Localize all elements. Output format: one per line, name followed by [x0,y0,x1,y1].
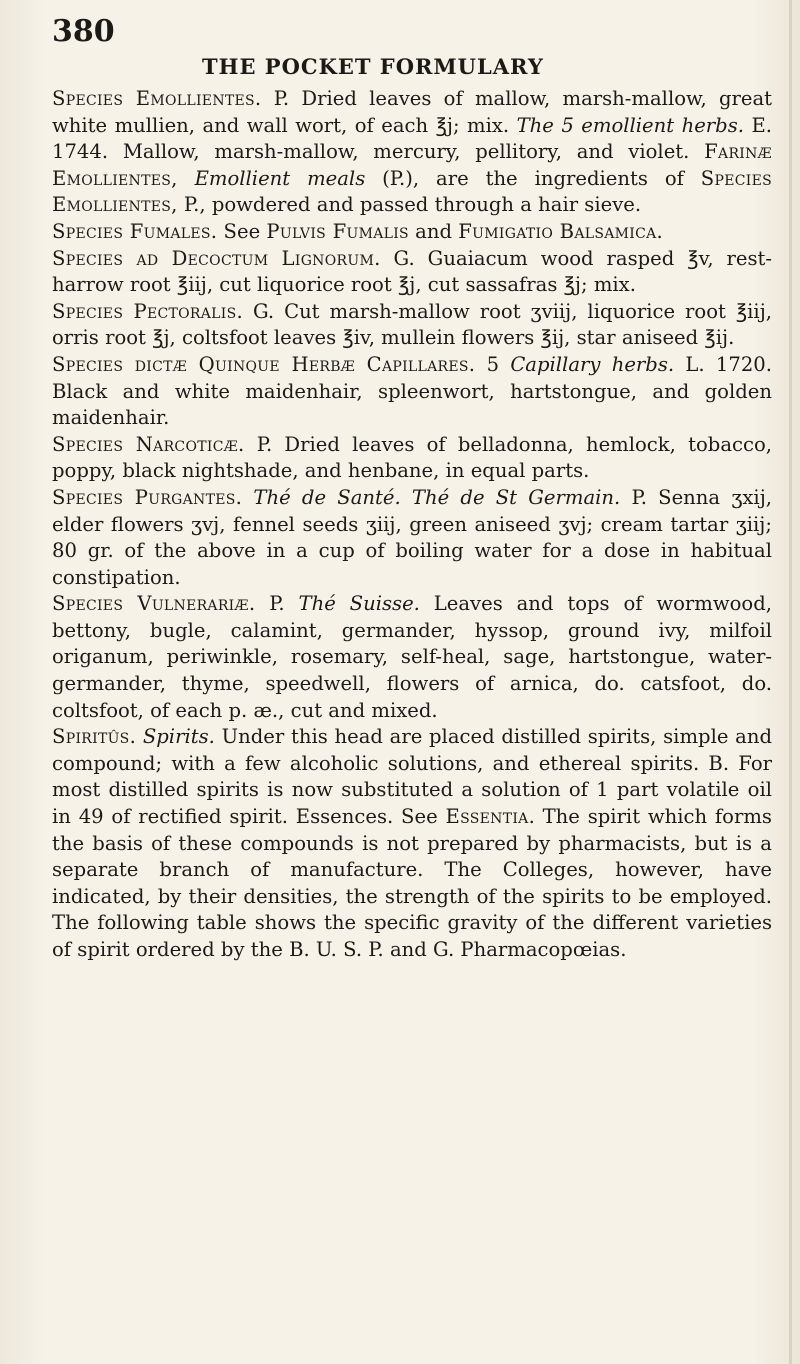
entry-italic: The 5 emollient herbs. [516,113,745,137]
entry-text: . [656,219,663,243]
entry-term: Species Narcoticæ. [52,432,245,456]
entry-text: P. [255,592,299,616]
entry-text: . The spirit which forms the basis of these compounds is not prepared by pharmacists, but is a separate branch of manufacture. The Colleges, however, have indicated, by their densities, the strength of the spirits to be employed. The following table shows the specific gravity of the different varieties of spirit ordered by the B. U. S. P. and G. Pharmacopœias. [52,805,772,961]
entry-italic: Emollient meals [194,166,366,190]
entry-text [242,486,253,509]
entry-text [136,725,143,748]
running-head: THE POCKET FORMULARY [202,54,544,79]
entry-term: Species Emollientes. [52,87,262,110]
entry-cross-term: Essentia [445,805,529,829]
page-number: 380 [52,14,115,49]
entry-cross-term: Fumigatio Balsamica [458,219,657,243]
entry-species-fumales [52,219,772,246]
entry-cross-term: Species Emollientes, [52,166,772,217]
entry-text: See [217,219,267,243]
page-body [52,86,772,964]
entry-term: Spiritûs. [52,725,137,749]
entry-species-emollientes [52,86,772,219]
entry-text [178,167,195,190]
entry-term: Species Fumales. [52,219,218,243]
entry-term: Species ad Decoctum Lignorum. [52,246,381,270]
entry-text: P., powdered and passed through a hair sieve. [177,193,642,217]
entry-text: 5 [475,352,511,376]
entry-text: G. Guaiacum wood rasped ℥v, rest-harrow root ℥iij, cut liquorice root ℥j, cut sassafras ℥j; mix. [52,246,772,297]
entry-italic: Spirits. [142,725,215,749]
entry-species-ad-decoctum-lignorum [52,246,772,299]
entry-text: P. Dried leaves of belladonna, hemlock, tobacco, poppy, black nightshade, and henbane, in equal parts. [52,432,772,483]
entry-species-pectoralis [52,299,772,352]
entry-italic: Capillary herbs. [510,352,675,376]
entry-spiritus [52,724,772,963]
page-header [52,14,772,79]
entry-text: L. 1720. Black and white maidenhair, spleenwort, hartstongue, and golden maidenhair. [52,352,772,430]
entry-text: Under this head are placed distilled spirits, simple and compound; with a few alcoholic solutions, and ethereal spirits. B. For most distilled spirits is now substituted a solution of 1 part volatile oil in 49 of rectified spirit. Essences. See [52,725,772,829]
entry-species-narcoticae [52,432,772,485]
entry-term: Species Purgantes. [52,485,243,509]
entry-term: Species Vulnerariæ. [52,592,256,616]
entry-italic: Thé Suisse. [298,592,420,616]
entry-text: (P.), are the ingredients of [365,166,701,190]
entry-term: Species Pectoralis. [52,299,243,323]
entry-text: E. 1744. Mallow, marsh-mallow, mercury, pellitory, and violet. [52,113,773,164]
entry-text: Leaves and tops of wormwood, bettony, bugle, calamint, germander, hyssop, ground ivy, milfoil origanum, periwinkle, rosemary, self-heal, sage, hartstongue, water-germander, thyme, speedwell, flowers of arnica, do. catsfoot, do. coltsfoot, of each p. æ., cut and mixed. [52,592,772,722]
entry-species-capillares [52,352,772,432]
entry-italic: Thé de Santé. Thé de St Germain. [253,485,621,509]
entry-cross-term: Farinæ Emollientes, [52,140,772,190]
entry-species-vulnerariae [52,591,772,724]
entry-text: P. Dried leaves of mallow, marsh-mallow, great white mullien, and wall wort, of each ℥j; mix. [52,87,773,137]
page-edge [789,0,792,1364]
entry-species-purgantes [52,485,772,591]
entry-term: Species dictæ Quinque Herbæ Capillares. [52,352,476,376]
entry-text: and [408,219,459,243]
entry-text: G. Cut marsh-mallow root ʒviij, liquorice root ℥iij, orris root ℥j, coltsfoot leaves ℥iv, mullein flowers ℥ij, star aniseed ℥ij. [52,299,772,350]
entry-cross-term: Pulvis Fumalis [266,219,409,243]
entry-text: P. Senna ʒxij, elder flowers ʒvj, fennel seeds ʒiij, green aniseed ʒvj; cream tartar ʒiij; 80 gr. of the above in a cup of boiling water for a dose in habitual constipation. [52,485,772,589]
